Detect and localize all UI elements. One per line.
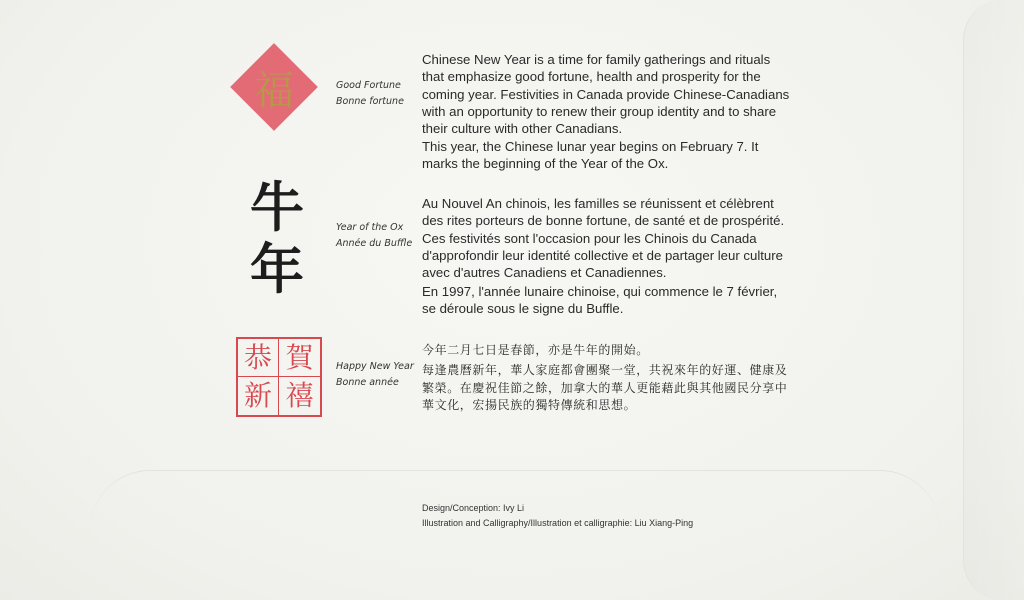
seal-char-4: 禧	[285, 379, 314, 412]
seal-char-3: 新	[238, 377, 279, 415]
english-text-2: This year, the Chinese lunar year begins on February 7. It marks the beginning of the Year of the Ox.	[422, 139, 759, 172]
happy-new-year-seal-icon	[236, 337, 322, 417]
english-paragraph-1	[422, 51, 792, 137]
chinese-text-1: 今年二月七日是春節，亦是牛年的開始。	[422, 343, 649, 357]
good-fortune-character: 福	[254, 67, 294, 114]
caption-happy-fr: Bonne année	[336, 377, 399, 388]
seal-char-1: 恭	[238, 339, 279, 377]
french-paragraph-1	[422, 195, 792, 281]
chinese-text-2: 每逢農曆新年，華人家庭都會團聚一堂，共祝來年的好運、健康及繁榮。在慶祝佳節之餘，加拿大的華人更能藉此與其他國民分享中華文化，宏揚民族的獨特傳統和思想。	[422, 363, 788, 412]
ox-char-2: 年	[250, 237, 304, 301]
caption-good-fortune-fr: Bonne fortune	[336, 96, 404, 107]
french-text-2: En 1997, l'année lunaire chinoise, qui commence le 7 février, se déroule sous le signe du Buffle.	[422, 284, 778, 317]
english-paragraph-2	[422, 138, 792, 173]
envelope-flap-bottom	[90, 470, 940, 600]
ox-char-1: 牛	[250, 175, 304, 239]
credits	[422, 501, 693, 531]
credit-design: Design/Conception: Ivy Li	[422, 503, 525, 513]
caption-happy-en: Happy New Year	[336, 361, 414, 372]
caption-good-fortune-en: Good Fortune	[336, 80, 401, 91]
caption-ox-en: Year of the Ox	[336, 222, 404, 233]
seal-char-2: 賀	[279, 339, 320, 377]
chinese-paragraph-2	[422, 362, 792, 415]
caption-ox-fr: Année du Buffle	[336, 238, 413, 249]
happy-new-year-caption	[336, 359, 414, 391]
ox-calligraphy	[247, 176, 307, 300]
envelope-flap-right	[963, 0, 1024, 600]
ox-caption	[336, 220, 412, 252]
french-paragraph-2	[422, 283, 792, 318]
english-text-1: Chinese New Year is a time for family gatherings and rituals that emphasize good fortune, health and prosperity for the coming year. Festivities in Canada provide Chinese-Canadians with an opportunity to renew their group identity and to share their culture with other Canadians.	[422, 52, 790, 137]
good-fortune-caption	[336, 78, 404, 110]
french-text-1: Au Nouvel An chinois, les familles se réunissent et célèbrent des rites porteurs de bonne fortune, de santé et de prospérité. Ces festivités sont l'occasion pour les Chinois du Canada d'approfondir leur identité collective et de partager leur culture avec d'autres Canadiens et Canadiennes.	[422, 196, 785, 281]
credit-illustration: Illustration and Calligraphy/Illustration et calligraphie: Liu Xiang-Ping	[422, 518, 694, 528]
chinese-paragraph-1	[422, 342, 792, 360]
